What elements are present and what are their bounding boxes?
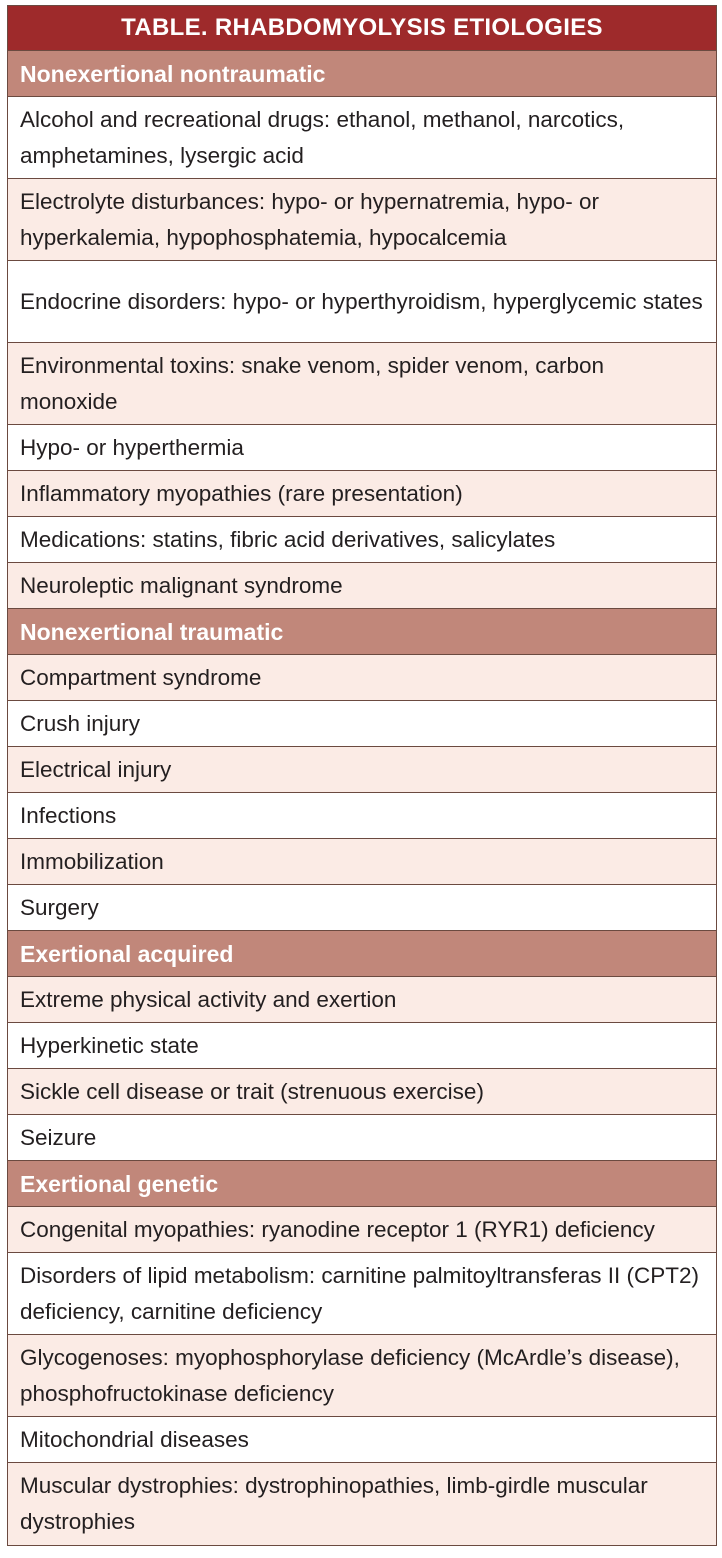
table-row: Sickle cell disease or trait (strenuous exercise) <box>8 1069 716 1115</box>
table-row: Muscular dystrophies: dystrophinopathies, limb-girdle muscular dystrophies <box>8 1463 716 1545</box>
table-row: Immobilization <box>8 839 716 885</box>
table-row: Hyperkinetic state <box>8 1023 716 1069</box>
table-row: Compartment syndrome <box>8 655 716 701</box>
table-row: Extreme physical activity and exertion <box>8 977 716 1023</box>
table-row: Glycogenoses: myophosphorylase deficiency (McArdle’s disease), phosphofructokinase deficiency <box>8 1335 716 1417</box>
section-heading: Exertional genetic <box>8 1161 716 1207</box>
table-row: Crush injury <box>8 701 716 747</box>
table-row: Surgery <box>8 885 716 931</box>
section-heading: Nonexertional traumatic <box>8 609 716 655</box>
table-row: Endocrine disorders: hypo- or hyperthyroidism, hyperglycemic states <box>8 261 716 343</box>
table-row: Environmental toxins: snake venom, spider venom, carbon monoxide <box>8 343 716 425</box>
table-title: TABLE. RHABDOMYOLYSIS ETIOLOGIES <box>8 6 716 51</box>
table-row: Hypo- or hyperthermia <box>8 425 716 471</box>
section-heading: Nonexertional nontraumatic <box>8 51 716 97</box>
table-row: Seizure <box>8 1115 716 1161</box>
table-row: Electrolyte disturbances: hypo- or hypernatremia, hypo- or hyperkalemia, hypophosphatemia, hypocalcemia <box>8 179 716 261</box>
table-row: Electrical injury <box>8 747 716 793</box>
table-row: Alcohol and recreational drugs: ethanol, methanol, narcotics, amphetamines, lysergic acid <box>8 97 716 179</box>
table-row: Congenital myopathies: ryanodine receptor 1 (RYR1) deficiency <box>8 1207 716 1253</box>
section-heading: Exertional acquired <box>8 931 716 977</box>
table-row: Medications: statins, fibric acid derivatives, salicylates <box>8 517 716 563</box>
etiologies-table <box>7 5 717 1546</box>
table-row: Inflammatory myopathies (rare presentation) <box>8 471 716 517</box>
table-row: Mitochondrial diseases <box>8 1417 716 1463</box>
table-row: Disorders of lipid metabolism: carnitine palmitoyltransferas II (CPT2) deficiency, carnitine deficiency <box>8 1253 716 1335</box>
table-row: Neuroleptic malignant syndrome <box>8 563 716 609</box>
table-row: Infections <box>8 793 716 839</box>
